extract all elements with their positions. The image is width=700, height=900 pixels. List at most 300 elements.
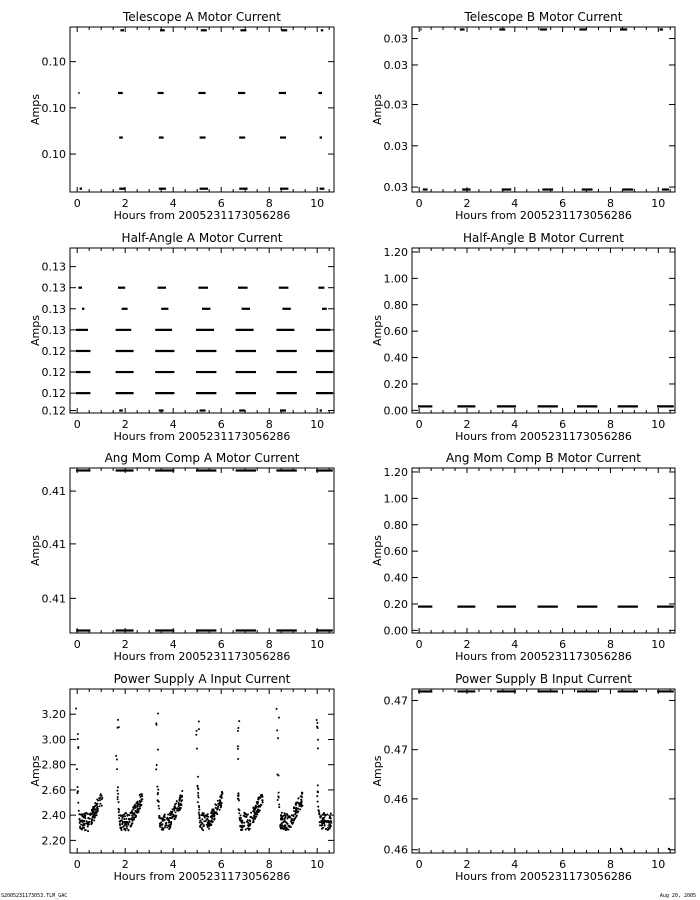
data-point xyxy=(87,823,89,825)
data-point xyxy=(93,806,95,808)
x-axis-label: Hours from 2005231173056286 xyxy=(113,650,291,663)
data-point xyxy=(250,812,252,814)
data-point xyxy=(239,825,241,827)
y-tick-label: 2.20 xyxy=(41,834,66,848)
data-point xyxy=(278,804,280,806)
data-point xyxy=(237,727,239,729)
data-point xyxy=(255,805,257,807)
data-point xyxy=(210,824,212,826)
data-point xyxy=(297,808,299,810)
data-point xyxy=(195,734,197,736)
data-point xyxy=(286,823,288,825)
data-point xyxy=(299,808,301,810)
data-point xyxy=(276,773,278,775)
data-point xyxy=(166,826,168,828)
data-point xyxy=(76,792,78,794)
data-point xyxy=(217,805,219,807)
data-point xyxy=(171,817,173,819)
chart-panel xyxy=(29,672,334,883)
data-point xyxy=(173,809,175,811)
data-point xyxy=(219,801,221,803)
y-tick-label: 3.00 xyxy=(41,733,66,747)
data-point xyxy=(259,806,261,808)
data-point xyxy=(116,758,118,760)
data-point xyxy=(316,719,318,721)
data-point xyxy=(164,816,166,818)
data-point xyxy=(211,821,213,823)
data-point xyxy=(137,801,139,803)
data-point xyxy=(156,724,158,726)
data-point xyxy=(101,795,103,797)
data-point xyxy=(220,806,222,808)
y-tick-label: 1.00 xyxy=(383,492,408,506)
y-tick-label: 0.12 xyxy=(41,404,66,418)
data-point xyxy=(246,821,248,823)
data-point xyxy=(89,818,91,820)
plot-frame xyxy=(412,689,675,853)
data-point xyxy=(178,805,180,807)
data-point xyxy=(261,800,263,802)
data-point xyxy=(203,812,205,814)
data-point xyxy=(171,813,173,815)
data-point xyxy=(198,805,200,807)
data-point xyxy=(164,824,166,826)
data-point xyxy=(170,821,172,823)
data-point xyxy=(118,801,120,803)
data-point xyxy=(130,824,132,826)
data-point xyxy=(246,814,248,816)
data-point xyxy=(318,813,320,815)
data-point xyxy=(77,802,79,804)
data-point xyxy=(283,821,285,823)
y-tick-label: 0.03 xyxy=(383,181,408,195)
y-tick-label: 0.13 xyxy=(41,260,66,274)
data-point xyxy=(77,786,79,788)
data-point xyxy=(326,814,328,816)
data-point xyxy=(119,823,121,825)
data-point xyxy=(162,818,164,820)
y-axis-label: Amps xyxy=(29,535,42,566)
y-tick-label: 0.13 xyxy=(41,302,66,316)
x-tick-label: 10 xyxy=(310,858,325,871)
data-point xyxy=(88,821,90,823)
data-point xyxy=(240,829,242,831)
data-point xyxy=(325,828,327,830)
x-tick-label: 8 xyxy=(265,638,273,651)
y-tick-label: 0.47 xyxy=(383,743,408,757)
x-tick-label: 8 xyxy=(606,418,614,431)
data-point xyxy=(257,798,259,800)
x-axis-label: Hours from 2005231173056286 xyxy=(113,209,291,222)
data-point xyxy=(278,717,280,719)
data-point xyxy=(282,815,284,817)
data-point xyxy=(127,824,129,826)
x-axis-label: Hours from 2005231173056286 xyxy=(455,209,632,222)
data-point xyxy=(127,829,129,831)
data-point xyxy=(171,811,173,813)
data-point xyxy=(287,825,289,827)
x-tick-label: 2 xyxy=(121,418,129,431)
x-tick-label: 4 xyxy=(511,418,519,431)
data-point xyxy=(124,815,126,817)
data-point xyxy=(166,818,168,820)
data-point xyxy=(170,824,172,826)
data-point xyxy=(77,747,79,749)
data-point xyxy=(126,827,128,829)
data-point xyxy=(206,824,208,826)
data-point xyxy=(175,811,177,813)
y-tick-label: 0.40 xyxy=(383,571,408,585)
data-point xyxy=(252,817,254,819)
data-point xyxy=(254,809,256,811)
data-point xyxy=(318,810,320,812)
y-tick-label: 2.80 xyxy=(41,758,66,772)
data-point xyxy=(317,801,319,803)
y-tick-label: 0.10 xyxy=(41,101,66,115)
data-point xyxy=(174,818,176,820)
y-tick-label: 0.10 xyxy=(41,55,66,69)
data-point xyxy=(206,818,208,820)
y-axis-label: Amps xyxy=(371,535,384,566)
data-point xyxy=(168,828,170,830)
data-point xyxy=(288,816,290,818)
data-point xyxy=(125,818,127,820)
data-point xyxy=(206,814,208,816)
x-tick-label: 6 xyxy=(217,418,225,431)
data-point xyxy=(202,829,204,831)
data-point xyxy=(126,825,128,827)
data-point xyxy=(161,829,163,831)
data-point xyxy=(198,720,200,722)
data-point xyxy=(278,806,280,808)
data-point xyxy=(213,814,215,816)
x-tick-label: 8 xyxy=(606,638,614,651)
data-point xyxy=(155,768,157,770)
data-point xyxy=(116,790,118,792)
x-tick-label: 0 xyxy=(415,418,423,431)
data-point xyxy=(139,800,141,802)
data-point xyxy=(217,807,219,809)
data-point xyxy=(91,818,93,820)
chart-panel xyxy=(371,10,675,222)
data-point xyxy=(79,821,81,823)
y-tick-label: 1.20 xyxy=(383,465,408,479)
data-point xyxy=(156,786,158,788)
data-point xyxy=(77,733,79,735)
data-point xyxy=(280,814,282,816)
x-tick-label: 4 xyxy=(511,858,519,871)
data-point xyxy=(246,816,248,818)
data-point xyxy=(117,719,119,721)
data-point xyxy=(215,812,217,814)
data-point xyxy=(249,820,251,822)
data-point xyxy=(164,826,166,828)
data-point xyxy=(198,817,200,819)
data-point xyxy=(157,789,159,791)
data-point xyxy=(286,827,288,829)
data-point xyxy=(133,807,135,809)
y-tick-label: 0.80 xyxy=(383,518,408,532)
data-point xyxy=(82,821,84,823)
chart-panel xyxy=(29,451,334,663)
x-tick-label: 8 xyxy=(265,418,273,431)
chart-title: Telescope A Motor Current xyxy=(123,10,281,24)
data-point xyxy=(99,799,101,801)
data-point xyxy=(319,821,321,823)
data-point xyxy=(668,848,670,850)
data-point xyxy=(168,825,170,827)
y-tick-label: 0.20 xyxy=(383,377,408,391)
data-point xyxy=(118,817,120,819)
data-point xyxy=(138,808,140,810)
data-point xyxy=(281,812,283,814)
data-point xyxy=(301,796,303,798)
data-point xyxy=(178,802,180,804)
y-tick-label: 2.60 xyxy=(41,783,66,797)
data-point xyxy=(95,812,97,814)
data-point xyxy=(178,799,180,801)
data-point xyxy=(325,820,327,822)
data-point xyxy=(295,812,297,814)
y-tick-label: 0.80 xyxy=(383,298,408,312)
data-point xyxy=(328,824,330,826)
data-point xyxy=(205,820,207,822)
x-tick-label: 4 xyxy=(169,858,177,871)
data-point xyxy=(134,804,136,806)
data-point xyxy=(126,821,128,823)
data-point xyxy=(285,816,287,818)
x-tick-label: 10 xyxy=(651,418,666,431)
data-point xyxy=(131,820,133,822)
data-point xyxy=(277,737,279,739)
x-tick-label: 10 xyxy=(651,858,666,871)
data-point xyxy=(137,804,139,806)
data-point xyxy=(279,824,281,826)
data-point xyxy=(290,826,292,828)
data-point xyxy=(84,817,86,819)
y-axis-label: Amps xyxy=(29,94,42,125)
data-point xyxy=(317,784,319,786)
data-point xyxy=(316,795,318,797)
data-point xyxy=(180,803,182,805)
data-point xyxy=(260,796,262,798)
x-tick-label: 4 xyxy=(169,197,177,210)
data-point xyxy=(120,827,122,829)
data-point xyxy=(127,814,129,816)
data-point xyxy=(238,812,240,814)
data-point xyxy=(209,822,211,824)
x-tick-label: 4 xyxy=(169,638,177,651)
x-tick-label: 6 xyxy=(559,197,567,210)
x-tick-label: 6 xyxy=(559,418,567,431)
data-point xyxy=(238,720,240,722)
x-tick-label: 4 xyxy=(169,418,177,431)
data-point xyxy=(295,803,297,805)
data-point xyxy=(217,800,219,802)
data-point xyxy=(99,805,101,807)
y-tick-label: 0.10 xyxy=(41,148,66,162)
y-tick-label: 0.60 xyxy=(383,545,408,559)
data-point xyxy=(96,809,98,811)
data-point xyxy=(79,818,81,820)
data-point xyxy=(221,802,223,804)
data-point xyxy=(284,824,286,826)
data-point xyxy=(75,708,77,710)
data-point xyxy=(91,822,93,824)
data-point xyxy=(211,818,213,820)
data-point xyxy=(81,829,83,831)
data-point xyxy=(298,805,300,807)
chart-panel xyxy=(29,231,334,443)
data-point xyxy=(197,776,199,778)
data-point xyxy=(100,803,102,805)
data-point xyxy=(157,800,159,802)
x-tick-label: 0 xyxy=(415,197,423,210)
data-point xyxy=(207,822,209,824)
data-point xyxy=(324,825,326,827)
data-point xyxy=(284,813,286,815)
data-point xyxy=(96,807,98,809)
data-point xyxy=(171,815,173,817)
data-point xyxy=(260,804,262,806)
y-tick-label: 0.03 xyxy=(383,32,408,46)
data-point xyxy=(197,788,199,790)
chart-panel xyxy=(371,451,675,663)
data-point xyxy=(199,815,201,817)
data-point xyxy=(168,818,170,820)
data-point xyxy=(297,802,299,804)
data-point xyxy=(201,814,203,816)
data-point xyxy=(238,808,240,810)
data-point xyxy=(159,825,161,827)
data-point xyxy=(89,813,91,815)
data-point xyxy=(240,815,242,817)
data-point xyxy=(181,790,183,792)
y-tick-label: 0.00 xyxy=(383,404,408,418)
chart-title: Power Supply B Input Current xyxy=(455,672,632,686)
data-point xyxy=(237,730,239,732)
data-point xyxy=(117,727,119,729)
footer-date-label: Aug 20, 2005 xyxy=(659,893,696,899)
x-axis-label: Hours from 2005231173056286 xyxy=(455,430,632,443)
x-tick-label: 2 xyxy=(121,858,129,871)
data-point xyxy=(240,817,242,819)
data-point xyxy=(131,810,133,812)
x-axis-label: Hours from 2005231173056286 xyxy=(455,650,632,663)
y-tick-label: 1.00 xyxy=(383,272,408,286)
plot-frame xyxy=(412,248,675,413)
data-point xyxy=(116,768,118,770)
data-point xyxy=(135,806,137,808)
chart-title: Ang Mom Comp B Motor Current xyxy=(446,451,641,465)
data-point xyxy=(257,806,259,808)
x-tick-label: 0 xyxy=(73,418,81,431)
data-point xyxy=(237,795,239,797)
data-point xyxy=(128,818,130,820)
data-point xyxy=(262,802,264,804)
data-point xyxy=(201,827,203,829)
data-point xyxy=(297,811,299,813)
data-point xyxy=(84,814,86,816)
data-point xyxy=(258,797,260,799)
y-tick-label: 0.20 xyxy=(383,597,408,611)
x-tick-label: 10 xyxy=(310,418,325,431)
data-point xyxy=(117,793,119,795)
data-point xyxy=(118,809,120,811)
data-point xyxy=(219,809,221,811)
plot-frame xyxy=(412,27,675,192)
data-point xyxy=(214,818,216,820)
data-point xyxy=(322,814,324,816)
y-tick-label: 0.12 xyxy=(41,344,66,358)
data-point xyxy=(131,812,133,814)
chart-panel xyxy=(29,10,334,222)
x-tick-label: 6 xyxy=(217,638,225,651)
y-tick-label: 0.13 xyxy=(41,323,66,337)
y-tick-label: 0.40 xyxy=(383,351,408,365)
data-point xyxy=(77,790,79,792)
data-point xyxy=(173,806,175,808)
chart-title: Power Supply A Input Current xyxy=(113,672,291,686)
x-tick-label: 8 xyxy=(265,858,273,871)
data-point xyxy=(276,708,278,710)
data-point xyxy=(101,805,103,807)
data-point xyxy=(284,827,286,829)
data-point xyxy=(82,823,84,825)
data-point xyxy=(282,825,284,827)
data-point xyxy=(322,817,324,819)
x-axis-label: Hours from 2005231173056286 xyxy=(455,870,632,883)
x-tick-label: 0 xyxy=(415,638,423,651)
data-point xyxy=(181,799,183,801)
data-point xyxy=(96,804,98,806)
data-point xyxy=(249,824,251,826)
data-point xyxy=(157,713,159,715)
data-point xyxy=(94,809,96,811)
x-tick-label: 10 xyxy=(651,197,666,210)
data-point xyxy=(278,792,280,794)
data-point xyxy=(277,795,279,797)
data-point xyxy=(322,827,324,829)
data-point xyxy=(196,748,198,750)
data-point xyxy=(294,807,296,809)
data-point xyxy=(204,817,206,819)
data-point xyxy=(276,729,278,731)
data-point xyxy=(123,818,125,820)
data-point xyxy=(277,799,279,801)
data-point xyxy=(91,813,93,815)
data-point xyxy=(117,796,119,798)
data-point xyxy=(293,810,295,812)
chart-panel xyxy=(371,231,675,443)
chart-title: Half-Angle A Motor Current xyxy=(121,231,283,245)
data-point xyxy=(324,814,326,816)
data-point xyxy=(317,727,319,729)
x-tick-label: 8 xyxy=(606,858,614,871)
data-point xyxy=(317,791,319,793)
data-point xyxy=(139,803,141,805)
y-axis-label: Amps xyxy=(371,94,384,125)
x-tick-label: 0 xyxy=(73,197,81,210)
y-tick-label: 0.41 xyxy=(41,592,66,606)
data-point xyxy=(132,814,134,816)
data-point xyxy=(211,811,213,813)
data-point xyxy=(248,828,250,830)
data-point xyxy=(220,795,222,797)
data-point xyxy=(300,799,302,801)
data-point xyxy=(207,816,209,818)
data-point xyxy=(211,808,213,810)
